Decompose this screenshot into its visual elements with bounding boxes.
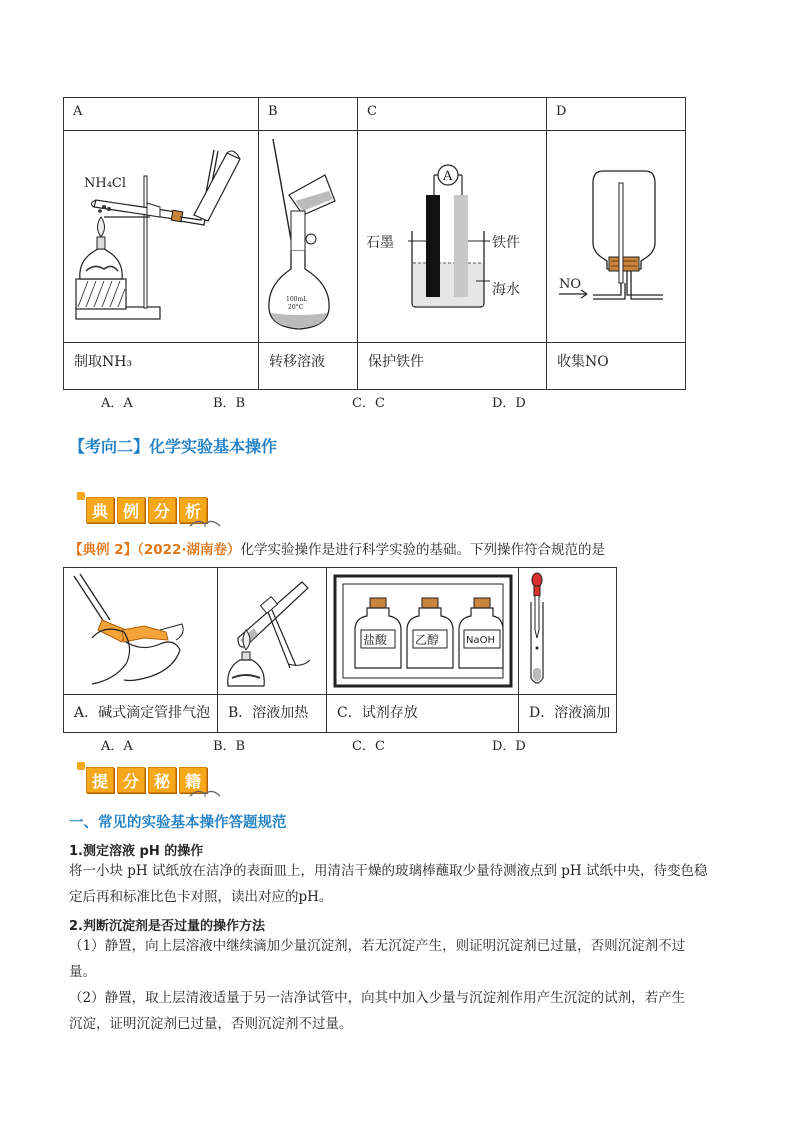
q2-figure-d-dropper [519, 568, 616, 694]
tips-badge: 提 分 秘 籍 [86, 767, 210, 793]
tips-sub2: 2.判断沉淀剂是否过量的操作方法 [69, 919, 265, 934]
label-graphite: 石墨 [366, 235, 394, 251]
svg-text:100mL: 100mL [286, 296, 308, 303]
q2-figure-b-heating [218, 568, 326, 694]
tips-p2-line1: （1）静置，向上层溶液中继续滴加少量沉淀剂，若无沉淀产生，则证明沉淀剂已过量，否则沉淀剂不过 [69, 938, 686, 954]
label-seawater: 海水 [492, 282, 520, 298]
speaker-icon-2 [77, 762, 85, 770]
q1-header-c: C [358, 98, 547, 131]
figure-d-gas-collection [547, 131, 685, 342]
q2-figure-c-reagent-cabinet [327, 568, 518, 694]
example2-stem: 【典例 2】（2022·湖南卷）化学实验操作是进行科学实验的基础。下列操作符合规范的是 [69, 542, 606, 558]
q1-caption-d: 收集NO [547, 343, 686, 390]
open-book-icon-2 [188, 786, 222, 798]
q2-caption-c: C．试剂存放 [327, 695, 519, 733]
tips-p1-line2: 定后再和标准比色卡对照，读出对应的pH。 [69, 889, 333, 905]
example-badge: 典 例 分 析 [86, 497, 210, 523]
svg-text:20°C: 20°C [288, 304, 304, 311]
q1-choice-d[interactable]: D．D [492, 396, 526, 411]
q1-header-a: A [64, 98, 259, 131]
label-nh4cl: NH₄Cl [84, 176, 127, 191]
tips-p3-line1: （2）静置，取上层清液适量于另一洁净试管中，向其中加入少量与沉淀剂作用产生沉淀的试剂，若产生 [69, 990, 686, 1006]
q1-choice-b[interactable]: B．B [213, 396, 246, 411]
q1-caption-c: 保护铁件 [358, 343, 547, 390]
q1-caption-a: 制取NH₃ [64, 343, 259, 390]
figure-b-volumetric-flask [259, 131, 357, 342]
q1-header-d: D [547, 98, 686, 131]
open-book-icon [188, 516, 222, 528]
q2-choice-c[interactable]: C．C [352, 739, 385, 754]
tips-sub1: 1.测定溶液 pH 的操作 [69, 844, 204, 859]
q2-caption-b: B．溶液加热 [218, 695, 327, 733]
q2-choice-d[interactable]: D．D [492, 739, 526, 754]
q1-choice-c[interactable]: C．C [352, 396, 385, 411]
tips-heading: 一、常见的实验基本操作答题规范 [69, 815, 287, 831]
q1-caption-b: 转移溶液 [259, 343, 358, 390]
label-no: NO [559, 277, 582, 292]
q2-caption-a: A．碱式滴定管排气泡 [64, 695, 218, 733]
figure-c-electrochemical-cell [358, 131, 546, 342]
q2-choice-a[interactable]: A．A [101, 739, 133, 754]
bottle-label-hcl: 盐酸 [363, 633, 388, 647]
speaker-icon [77, 492, 85, 500]
q1-choice-a[interactable]: A．A [101, 396, 133, 411]
bottle-label-ethanol: 乙醇 [415, 633, 440, 647]
label-iron: 铁件 [492, 235, 520, 251]
figure-a-ammonia-apparatus [64, 131, 258, 342]
section-title: 【考向二】化学实验基本操作 [69, 437, 278, 456]
tips-p1-line1: 将一小块 pH 试纸放在洁净的表面皿上，用清洁干燥的玻璃棒蘸取少量待测液点到 pH 试纸中央，待变色稳 [69, 863, 708, 879]
q2-figure-a-burette [64, 568, 217, 694]
tips-p2-line2: 量。 [69, 964, 96, 980]
ammeter-label: A [443, 169, 453, 184]
q2-choice-b[interactable]: B．B [213, 739, 246, 754]
q2-caption-d: D．溶液滴加 [519, 695, 617, 733]
tips-p3-line2: 沉淀，证明沉淀剂已过量，否则沉淀剂不过量。 [69, 1016, 353, 1032]
q1-header-b: B [259, 98, 358, 131]
bottle-label-naoh: NaOH [466, 635, 495, 646]
